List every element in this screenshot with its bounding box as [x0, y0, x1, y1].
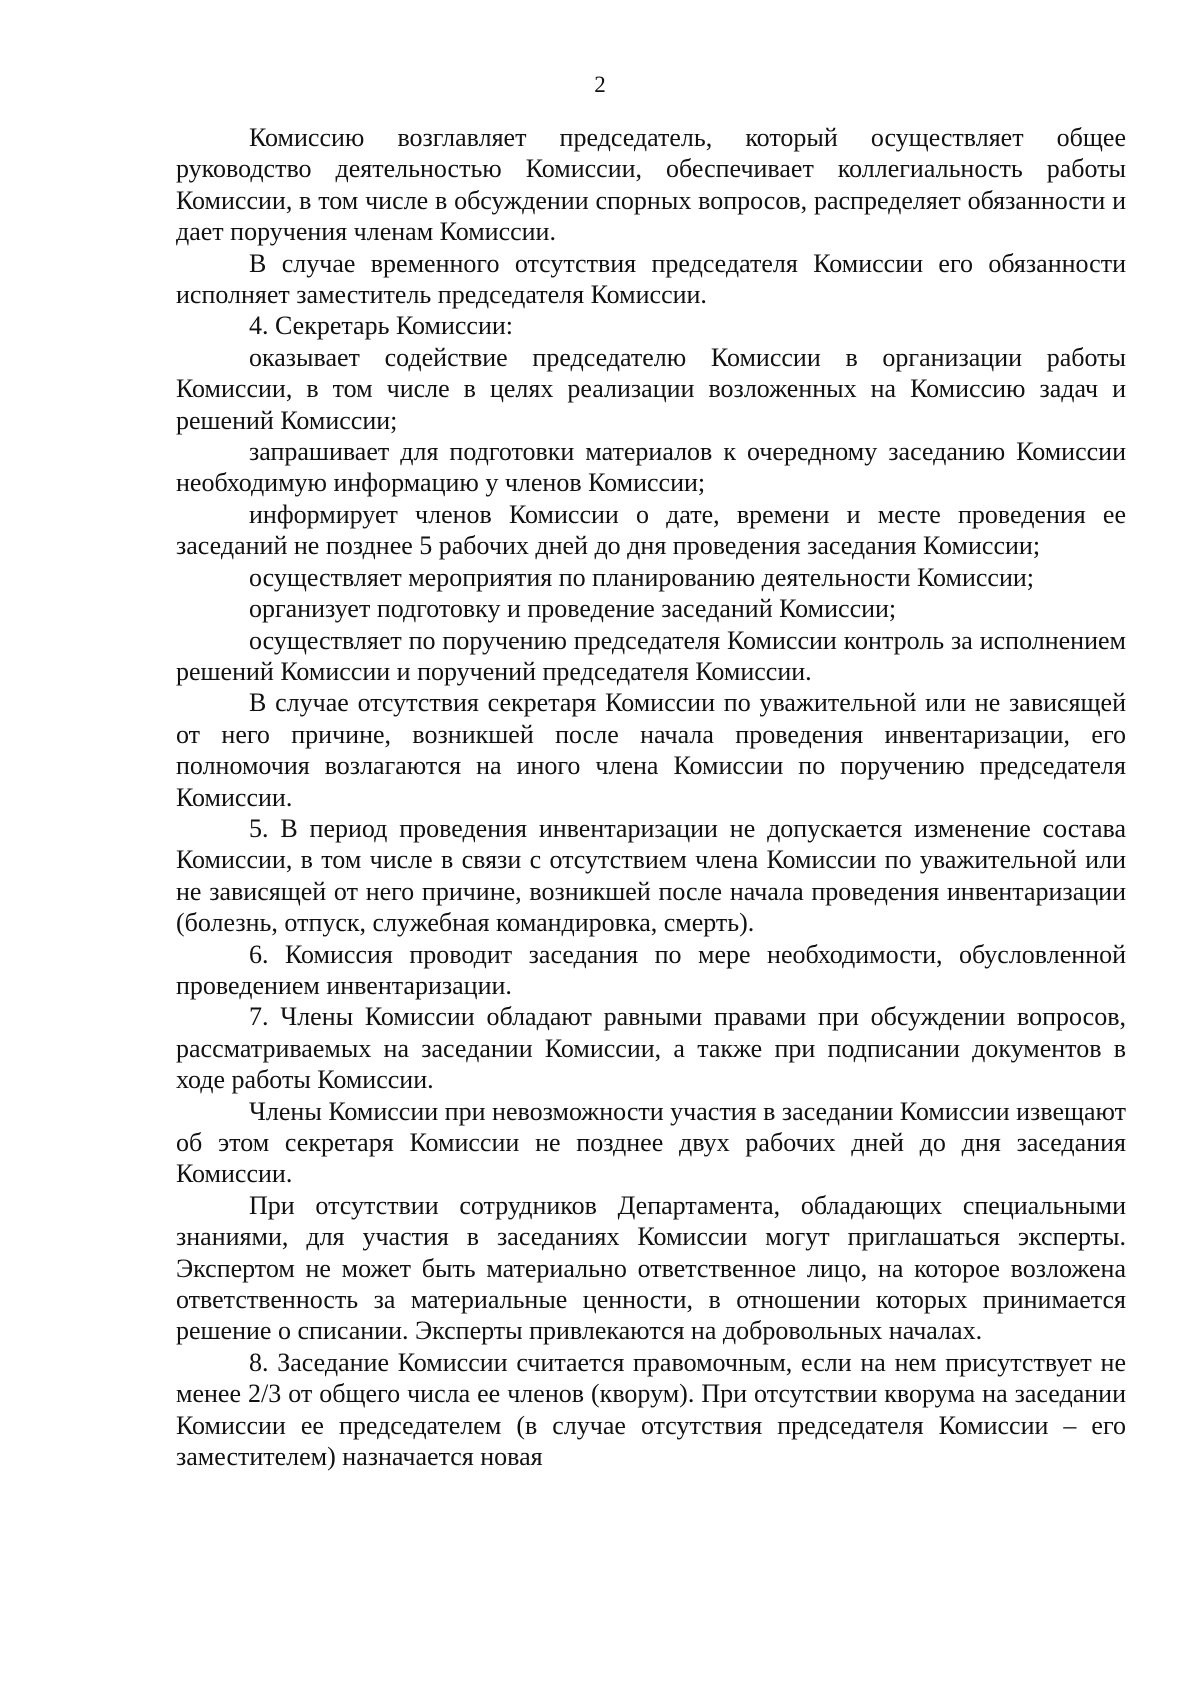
paragraph-secretary-heading: 4. Секретарь Комиссии:: [249, 311, 513, 341]
paragraph-member-absence: Члены Комиссии при невозможности участия в заседании Комиссии извещают об этом секретаря Комиссии не позднее двух рабочих дней до дня заседания Комиссии.: [176, 1096, 1126, 1189]
paragraph-experts: При отсутствии сотрудников Департамента, обладающих специальными знаниями, для участия в заседаниях Комиссии могут приглашаться эксперты. Экспертом не может быть материально ответственное лицо, на которое возложена ответственность за материальные ценности, в отношении которых принимается решение о списании. Эксперты привлекаются на добровольных началах.: [176, 1190, 1126, 1346]
page-number: 2: [594, 72, 606, 97]
paragraph-secretary-absence: В случае отсутствия секретаря Комиссии по уважительной или не зависящей от него причине, возникшей после начала проведения инвентаризации, его полномочия возлагаются на иного члена Комиссии по поручению председателя Комиссии.: [176, 688, 1126, 812]
paragraph-member-rights: 7. Члены Комиссии обладают равными правами при обсуждении вопросов, рассматриваемых на заседании Комиссии, а также при подписании документов в ходе работы Комиссии.: [176, 1002, 1126, 1095]
paragraph-secretary-organizes: организует подготовку и проведение заседаний Комиссии;: [249, 594, 897, 624]
paragraph-secretary-requests: запрашивает для подготовки материалов к очередному заседанию Комиссии необходимую информацию у членов Комиссии;: [176, 437, 1126, 498]
document-body: [176, 122, 1126, 1472]
paragraph-composition-change: 5. В период проведения инвентаризации не допускается изменение состава Комиссии, в том числе в связи с отсутствием члена Комиссии по уважительной или не зависящей от него причине, возникшей после начала проведения инвентаризации (болезнь, отпуск, служебная командировка, смерть).: [176, 813, 1126, 938]
paragraph-chairman-role: Комиссию возглавляет председатель, который осуществляет общее руководство деятельностью Комиссии, обеспечивает коллегиальность работы Комиссии, в том числе в обсуждении спорных вопросов, распределяет обязанности и дает поручения членам Комиссии.: [176, 123, 1126, 247]
paragraph-meetings: 6. Комиссия проводит заседания по мере необходимости, обусловленной проведением инвентаризации.: [176, 939, 1126, 1000]
paragraph-secretary-assists: оказывает содействие председателю Комиссии в организации работы Комиссии, в том числе в целях реализации возложенных на Комиссию задач и решений Комиссии;: [176, 342, 1126, 435]
paragraph-quorum: 8. Заседание Комиссии считается правомочным, если на нем присутствует не менее 2/3 от общего числа ее членов (кворум). При отсутствии кворума на заседании Комиссии ее председателем (в случае отсутствия председателя Комиссии – его заместителем) назначается новая: [176, 1347, 1126, 1472]
paragraph-secretary-planning: осуществляет мероприятия по планированию деятельности Комиссии;: [249, 562, 1035, 592]
paragraph-secretary-controls: осуществляет по поручению председателя Комиссии контроль за исполнением решений Комиссии и поручений председателя Комиссии.: [176, 625, 1126, 686]
paragraph-secretary-informs: информирует членов Комиссии о дате, времени и месте проведения ее заседаний не позднее 5 рабочих дней до дня проведения заседания Комиссии;: [176, 499, 1126, 561]
paragraph-deputy-chairman: В случае временного отсутствия председателя Комиссии его обязанности исполняет заместитель председателя Комиссии.: [176, 248, 1126, 310]
